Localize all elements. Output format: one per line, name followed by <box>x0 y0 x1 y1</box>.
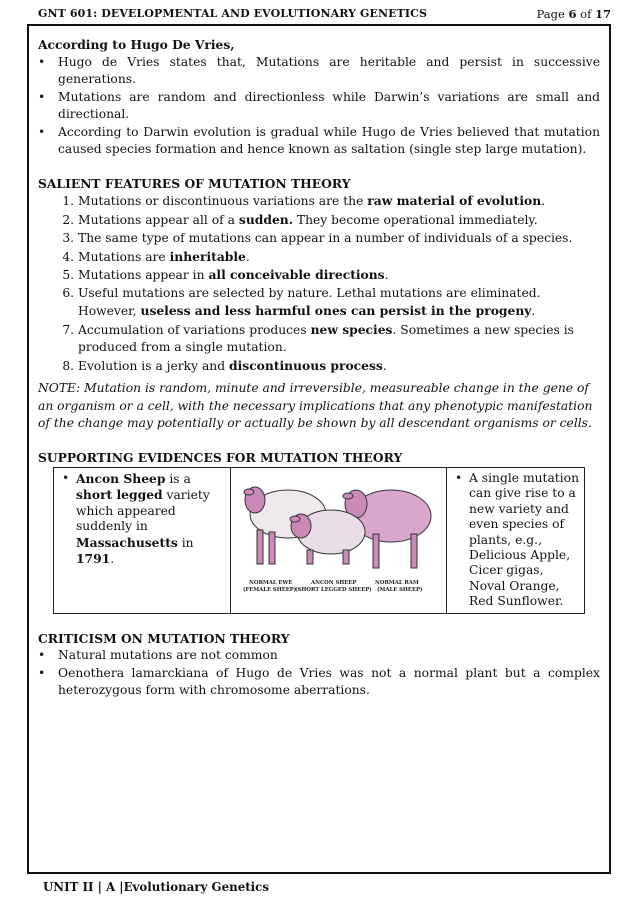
list-item: • Oenothera lamarckiana of Hugo de Vries was not a normal plant but a complex heterozygous form with chromosome aberrations. <box>38 665 600 700</box>
caption-ewe: NORMAL EWE <box>249 580 293 586</box>
caption-ram-sub: (MALE SHEEP) <box>377 587 423 593</box>
list-item: 5. Mutations appear in all conceivable directions. <box>78 266 600 285</box>
ancon-sheep-figure <box>290 510 365 564</box>
list-item: • Hugo de Vries states that, Mutations are heritable and persist in successive generations. <box>38 54 600 89</box>
plant-mutation-cell: • A single mutation can give rise to a new variety and even species of plants, e.g., Delicious Apple, Cicer gigas, Noval Orange, Red Sunflower. <box>447 468 585 614</box>
page-content <box>38 36 600 700</box>
list-item: • According to Darwin evolution is gradual while Hugo de Vries believed that mutation caused species formation and hence known as saltation (single step large mutation). <box>38 124 600 159</box>
caption-ram: NORMAL RAM <box>375 580 419 586</box>
page-footer: UNIT II | A |Evolutionary Genetics <box>43 880 269 894</box>
page-indicator <box>537 7 611 21</box>
sheep-illustration-cell <box>231 468 447 614</box>
list-item: 8. Evolution is a jerky and discontinuous process. <box>78 357 600 376</box>
evidence-table <box>53 467 585 614</box>
list-item: • Mutations are random and directionless while Darwin’s variations are small and directional. <box>38 89 600 124</box>
page-total: 17 <box>594 7 611 21</box>
course-title: GNT 601: DEVELOPMENTAL AND EVOLUTIONARY GENETICS <box>38 7 428 20</box>
salient-heading: SALIENT FEATURES OF MUTATION THEORY <box>38 175 351 191</box>
page-header <box>28 4 613 24</box>
list-item: 2. Mutations appear all of a sudden. They become operational immediately. <box>78 211 600 230</box>
mutation-note: NOTE: Mutation is random, minute and irreversible, measureable change in the gene of an organism or a cell, with the necessary implications that any phenotypic manifestation of the change may potentially or actually be shown by all descendant organisms or cells. <box>38 381 593 430</box>
caption-ancon: ANCON SHEEP <box>311 580 357 586</box>
page-word: Page <box>536 7 565 21</box>
evidence-heading: SUPPORTING EVIDENCES FOR MUTATION THEORY <box>38 449 403 465</box>
salient-list <box>38 192 600 375</box>
devries-heading: According to Hugo De Vries, <box>38 37 235 52</box>
list-item: 4. Mutations are inheritable. <box>78 248 600 267</box>
list-item: 1. Mutations or discontinuous variations are the raw material of evolution. <box>78 192 600 211</box>
of-word: of <box>580 7 592 21</box>
caption-ewe-sub: (FEMALE SHEEP) <box>243 587 297 593</box>
list-item: 3. The same type of mutations can appear in a number of individuals of a species. <box>78 229 600 248</box>
criticism-heading: CRITICISM ON MUTATION THEORY <box>38 630 290 646</box>
caption-ancon-sub: (SHORT LEGGED SHEEP) <box>295 587 372 593</box>
list-item: 6. Useful mutations are selected by nature. Lethal mutations are eliminated. However, useless and less harmful ones can persist in the progeny. <box>78 285 600 321</box>
list-item: 7. Accumulation of variations produces new species. Sometimes a new species is produced from a single mutation. <box>78 321 600 357</box>
criticism-list <box>38 647 600 700</box>
page-number: 6 <box>568 7 577 21</box>
list-item: • Natural mutations are not common <box>38 647 600 665</box>
sheep-illustration <box>233 470 440 598</box>
ancon-sheep-cell: • Ancon Sheep is a short legged variety which appeared suddenly in Massachusetts in 1791. <box>54 468 231 614</box>
devries-list <box>38 54 600 159</box>
